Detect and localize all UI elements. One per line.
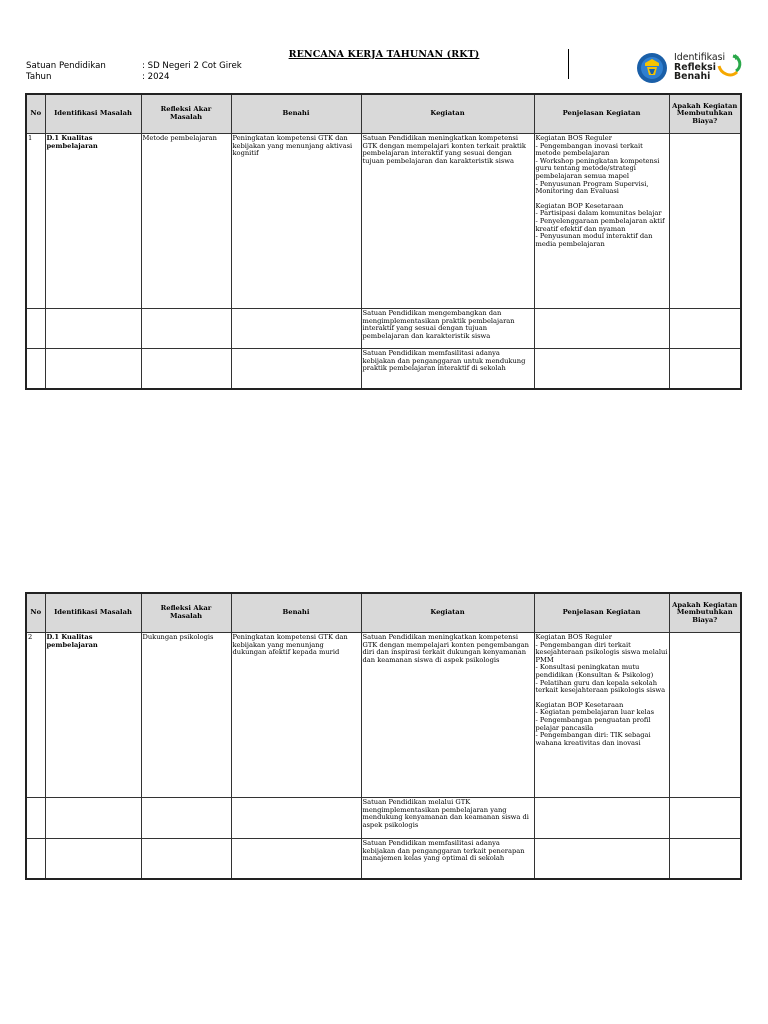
header-penjelasan: Penjelasan Kegiatan [534,94,669,134]
meta-row-tahun [26,72,242,83]
header-benahi: Benahi [231,94,361,134]
cell-penjelasan [534,633,669,798]
logo-line-refleksi: Refleksi [674,61,716,73]
cell-benahi: Peningkatan kompetensi GTK dan kebijakan yang menunjang aktivasi kognitif [231,134,361,309]
cell-kegiatan: Satuan Pendidikan meningkatkan kompetensi GTK dengan mempelajari konten terkait praktik pembelajaran interaktif yang sesuai dengan tujuan pembelajaran dan karakteristik siswa [361,134,534,309]
meta-value: : 2024 [142,72,170,82]
penjelasan-bos: Kegiatan BOS Reguler - Pengembangan diri terkait kesejahteraan psikologis siswa melalui PMM - Konsultasi peningkatan mutu pendidikan (Konsultan & Psikolog) - Pelatihan guru dan kepala sekolah terkait kesejahteraan psikologis siswa [535,633,668,695]
rkt-table-1 [25,93,742,390]
tut-wuri-emblem-icon [636,52,668,84]
cell-identifikasi: D.1 Kualitas pembelajaran [45,134,141,309]
header-no: No [26,94,45,134]
cell-benahi: Peningkatan kompetensi GTK dan kebijakan yang menunjang dukungan afektif kepada murid [231,633,361,798]
table-row [26,134,741,309]
header-kegiatan: Kegiatan [361,94,534,134]
cell-no: 1 [26,134,45,309]
table-row [26,633,741,798]
cell-no: 2 [26,633,45,798]
header-biaya: Apakah Kegiatan Membutuhkan Biaya? [669,94,741,134]
table-header-row [26,94,741,134]
meta-value: : SD Negeri 2 Cot Girek [142,61,242,71]
header-refleksi: Refleksi Akar Masalah [141,94,231,134]
header-identifikasi: Identifikasi Masalah [45,593,141,633]
table-row [26,309,741,349]
table-header-row [26,593,741,633]
cell-kegiatan: Satuan Pendidikan melalui GTK mengimplementasikan pembelajaran yang mendukung kenyamanan dan keamanan siswa di aspek psikologis [361,798,534,839]
table-row [26,349,741,389]
meta-label: Satuan Pendidikan [26,61,106,71]
page-title: RENCANA KERJA TAHUNAN (RKT) [288,49,480,60]
header-divider [568,49,569,79]
header-benahi: Benahi [231,593,361,633]
cell-refleksi: Metode pembelajaran [141,134,231,309]
document-meta [26,61,242,83]
logo-line-identifikasi: Identifikasi [674,52,726,63]
cell-biaya [669,633,741,798]
cell-kegiatan: Satuan Pendidikan meningkatkan kompetensi GTK dengan mempelajari konten pengembangan diri dan inspirasi terkait dukungan kenyamanan dan keamanan siswa di aspek psikologis [361,633,534,798]
meta-row-satuan [26,61,242,72]
cell-biaya [669,134,741,309]
penjelasan-bop: Kegiatan BOP Kesetaraan - Kegiatan pembelajaran luar kelas - Pengembangan penguatan profil pelajar pancasila - Pengembangan diri: TIK sebagai wahana kreativitas dan inovasi [535,700,655,747]
identifikasi-refleksi-benahi-logo [636,52,746,84]
header-penjelasan: Penjelasan Kegiatan [534,593,669,633]
meta-label: Tahun [26,72,52,82]
logo-line-benahi: Benahi [674,71,711,83]
header-kegiatan: Kegiatan [361,593,534,633]
logo-text [674,53,725,82]
header-biaya: Apakah Kegiatan Membutuhkan Biaya? [669,593,741,633]
rkt-table-2 [25,592,742,880]
table-row [26,798,741,839]
cell-kegiatan: Satuan Pendidikan mengembangkan dan mengimplementasikan praktik pembelajaran interaktif yang sesuai dengan tujuan pembelajaran dan karakteristik siswa [361,309,534,349]
cell-kegiatan: Satuan Pendidikan memfasilitasi adanya kebijakan dan penganggaran terkait penerapan manajemen kelas yang optimal di sekolah [361,839,534,879]
penjelasan-bop: Kegiatan BOP Kesetaraan - Partisipasi dalam komunitas belajar - Penyelenggaraan pembelajaran aktif kreatif efektif dan nyaman - Penyusunan modul interaktif dan media pembelajaran [535,201,665,248]
cell-kegiatan: Satuan Pendidikan memfasilitasi adanya kebijakan dan penganggaran untuk mendukung praktik pembelajaran interaktif di sekolah [361,349,534,389]
header-no: No [26,593,45,633]
header-refleksi: Refleksi Akar Masalah [141,593,231,633]
table-row [26,839,741,879]
header-identifikasi: Identifikasi Masalah [45,94,141,134]
penjelasan-bos: Kegiatan BOS Reguler - Pengembangan inovasi terkait metode pembelajaran - Workshop peningkatan kompetensi guru tentang metode/strategi pembelajaran semua mapel - Penyusunan Program Supervisi, Monitoring dan Evaluasi [535,134,660,196]
cell-refleksi: Dukungan psikologis [141,633,231,798]
cell-identifikasi: D.1 Kualitas pembelajaran [45,633,141,798]
cell-penjelasan [534,134,669,309]
